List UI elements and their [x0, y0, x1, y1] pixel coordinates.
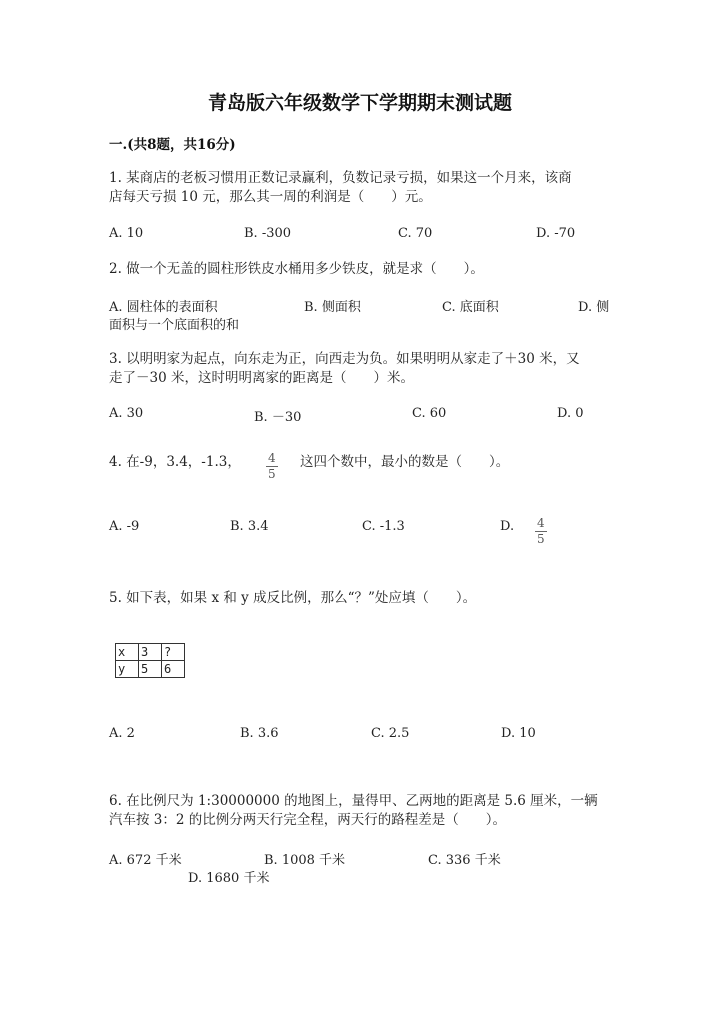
question-6-option-d: D. 1680 千米	[188, 871, 270, 886]
page-title: 青岛版六年级数学下学期期末测试题	[207, 92, 512, 114]
question-1-line-2: 店每天亏损 10 元，那么其一周的利润是（ ）元。	[109, 189, 432, 205]
question-6-line-2: 汽车按 3：2 的比例分两天行完全程，两天行的路程差是（ ）。	[109, 812, 507, 828]
question-2-option-a: A. 圆柱体的表面积	[109, 300, 218, 315]
question-3-option-d: D. 0	[557, 406, 584, 421]
question-5-line-1: 5. 如下表，如果 x 和 y 成反比例，那么“？”处应填（ ）。	[109, 590, 477, 606]
question-5-option-b: B. 3.6	[240, 726, 279, 741]
question-1-option-a: A. 10	[109, 226, 144, 241]
question-2-line-1: 2. 做一个无盖的圆柱形铁皮水桶用多少铁皮，就是求（ ）。	[109, 261, 484, 277]
question-4-option-d: D.	[500, 519, 515, 534]
question-4-suffix: 这四个数中，最小的数是（ ）。	[300, 454, 510, 470]
question-4-fraction	[266, 447, 278, 481]
question-6-option-a: A. 672 千米	[109, 853, 182, 868]
question-1-option-d: D. -70	[536, 226, 576, 241]
question-4-option-d-fraction	[535, 512, 547, 546]
question-4-option-b: B. 3.4	[230, 519, 269, 534]
question-2-option-d-continued: 面积与一个底面积的和	[109, 318, 240, 333]
question-4-option-c: C. -1.3	[362, 519, 405, 534]
question-6-option-b: B. 1008 千米	[264, 853, 346, 868]
question-3-line-2: 走了－30 米，这时明明离家的距离是（ ）米。	[109, 370, 414, 386]
section-heading: 一.(共8题，共16分)	[109, 137, 236, 153]
question-3-option-c: C. 60	[412, 406, 447, 421]
question-3-option-b: B. －30	[254, 410, 302, 425]
xy-table-cell: 3	[139, 644, 162, 661]
question-4-fraction-numerator: 4	[268, 451, 276, 465]
question-4-option-d-denominator: 5	[537, 532, 545, 546]
question-5-option-c: C. 2.5	[371, 726, 410, 741]
question-2-option-d: D. 侧	[578, 300, 610, 315]
question-5-option-d: D. 10	[501, 726, 536, 741]
question-4-prefix: 4. 在-9，3.4，-1.3，	[109, 454, 241, 470]
question-6-line-1: 6. 在比例尺为 1:30000000 的地图上，量得甲、乙两地的距离是 5.6 厘米，一辆	[109, 793, 598, 809]
question-1-option-c: C. 70	[398, 226, 433, 241]
xy-table-cell: ?	[162, 644, 185, 661]
xy-table-row-x	[116, 644, 185, 661]
question-4-option-a: A. -9	[109, 519, 140, 534]
question-1-line-1: 1. 某商店的老板习惯用正数记录赢利，负数记录亏损，如果这一个月来，该商	[109, 170, 572, 186]
question-4-option-d-numerator: 4	[537, 516, 545, 530]
question-3-option-a: A. 30	[109, 406, 144, 421]
xy-table-cell: 6	[162, 661, 185, 678]
question-6-option-c: C. 336 千米	[428, 853, 501, 868]
question-2-option-b: B. 侧面积	[304, 300, 361, 315]
xy-table-cell: y	[116, 661, 139, 678]
question-4-fraction-denominator: 5	[268, 467, 276, 481]
xy-table-row-y	[116, 661, 185, 678]
question-1-option-b: B. -300	[244, 226, 292, 241]
xy-table-cell: x	[116, 644, 139, 661]
question-2-option-c: C. 底面积	[442, 300, 499, 315]
question-3-line-1: 3. 以明明家为起点，向东走为正，向西走为负。如果明明从家走了＋30 米，又	[109, 351, 580, 367]
xy-table-cell: 5	[139, 661, 162, 678]
question-5-option-a: A. 2	[109, 726, 135, 741]
xy-table	[115, 643, 185, 678]
